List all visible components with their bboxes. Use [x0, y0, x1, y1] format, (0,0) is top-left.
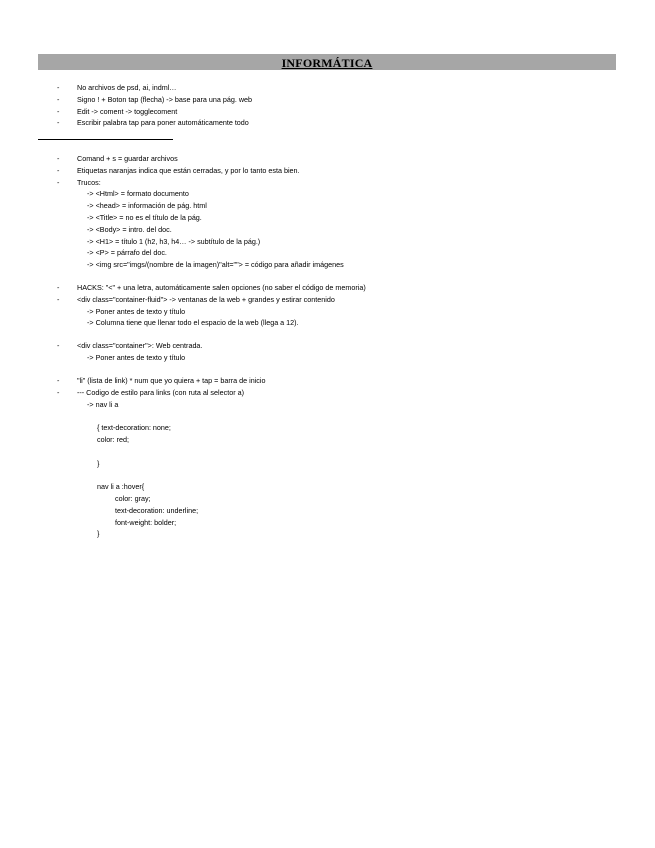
sub-item — [0, 399, 655, 411]
sub-item — [0, 317, 655, 329]
list-item-text: Comand + s = guardar archivos — [77, 154, 178, 163]
code-text: color: red; — [97, 434, 129, 444]
sub-item — [0, 200, 655, 212]
sub-item — [0, 236, 655, 248]
title-bar — [38, 54, 616, 70]
list-item-text: <div class="container">: Web centrada. — [77, 341, 203, 350]
sub-item — [0, 306, 655, 318]
sub-item-text: -> <Html> = formato documento — [87, 189, 189, 199]
list-item — [0, 340, 655, 352]
sub-item — [0, 247, 655, 259]
document-title: INFORMÁTICA — [281, 56, 373, 70]
bullet: - — [57, 294, 60, 304]
section-1 — [0, 82, 655, 129]
sub-item-text: -> Poner antes de texto y título — [87, 306, 186, 316]
sub-item-text: -> nav li a — [87, 399, 119, 409]
list-item-text: Escribir palabra tap para poner automáticamente todo — [77, 118, 249, 128]
list-item-text: Edit -> coment -> togglecoment — [77, 106, 178, 116]
code-text: color: gray; — [115, 493, 151, 503]
code-line — [0, 458, 655, 470]
section-3 — [0, 282, 655, 329]
sub-item-text: -> <head> = información de pág. html — [87, 201, 207, 211]
code-text: } — [97, 529, 100, 539]
list-item — [0, 94, 655, 106]
list-item — [0, 153, 655, 165]
list-item-text: Etiquetas naranjas indica que están cerradas, y por lo tanto esta bien. — [77, 165, 300, 175]
bullet: - — [57, 106, 60, 116]
bullet: - — [57, 165, 60, 175]
bullet: - — [57, 154, 60, 163]
list-item — [0, 106, 655, 118]
list-item-text: --- Codigo de estilo para links (con ruta al selector a) — [77, 387, 244, 397]
list-item — [0, 82, 655, 94]
blank-line — [0, 469, 655, 481]
code-line — [0, 517, 655, 529]
sub-item — [0, 259, 655, 271]
list-item — [0, 282, 655, 294]
section-2 — [0, 153, 655, 271]
sub-item-text: -> <img src="imgs/(nombre de la imagen)"alt=""> = código para añadir imágenes — [87, 260, 344, 270]
sub-item — [0, 212, 655, 224]
list-item-text: <div class="container-fluid"> -> ventanas de la web + grandes y estirar contenido — [77, 294, 335, 304]
list-item-text: "li" (lista de link) * num que yo quiera + tap = barra de inicio — [77, 376, 266, 385]
bullet: - — [57, 83, 60, 92]
bullet: - — [57, 283, 60, 292]
code-line — [0, 434, 655, 446]
bullet: - — [57, 387, 60, 397]
section-4 — [0, 340, 655, 364]
code-text: { text-decoration: none; — [97, 423, 171, 433]
sub-item-text: -> <Body> = intro. del doc. — [87, 224, 172, 234]
list-item — [0, 165, 655, 177]
sub-item-text: -> Poner antes de texto y título — [87, 352, 186, 362]
code-line — [0, 505, 655, 517]
blank-line — [0, 410, 655, 422]
code-line — [0, 481, 655, 493]
code-line — [0, 422, 655, 434]
list-item-text: HACKS: "<" + una letra, automáticamente salen opciones (no saber el código de memoria) — [77, 283, 366, 292]
code-text: text-decoration: underline; — [115, 505, 199, 515]
bullet: - — [57, 376, 60, 385]
list-item-text: No archivos de psd, ai, indml… — [77, 83, 177, 92]
code-text: nav li a :hover{ — [97, 482, 145, 492]
divider — [38, 139, 173, 140]
sub-item — [0, 188, 655, 200]
list-item-text: Trucos: — [77, 177, 101, 187]
list-item — [0, 177, 655, 189]
sub-item-text: -> <H1> = título 1 (h2, h3, h4… -> subtítulo de la pág.) — [87, 236, 261, 246]
code-text: font-weight: bolder; — [115, 517, 177, 527]
section-5 — [0, 375, 655, 540]
sub-item — [0, 224, 655, 236]
code-line — [0, 493, 655, 505]
sub-item-text: -> Columna tiene que llenar todo el espacio de la web (llega a 12). — [87, 318, 299, 328]
list-item — [0, 387, 655, 399]
bullet: - — [57, 341, 60, 350]
sub-item — [0, 352, 655, 364]
list-item — [0, 117, 655, 129]
sub-item-text: -> <P> = párrafo del doc. — [87, 248, 167, 258]
blank-line — [0, 446, 655, 458]
bullet: - — [57, 118, 60, 128]
code-line — [0, 528, 655, 540]
list-item-text: Signo ! + Boton tap (flecha) -> base para una pág. web — [77, 94, 253, 104]
list-item — [0, 294, 655, 306]
sub-item-text: -> <Title> = no es el título de la pág. — [87, 212, 202, 222]
code-text: } — [97, 458, 100, 468]
list-item — [0, 375, 655, 387]
bullet: - — [57, 94, 60, 104]
bullet: - — [57, 177, 60, 187]
